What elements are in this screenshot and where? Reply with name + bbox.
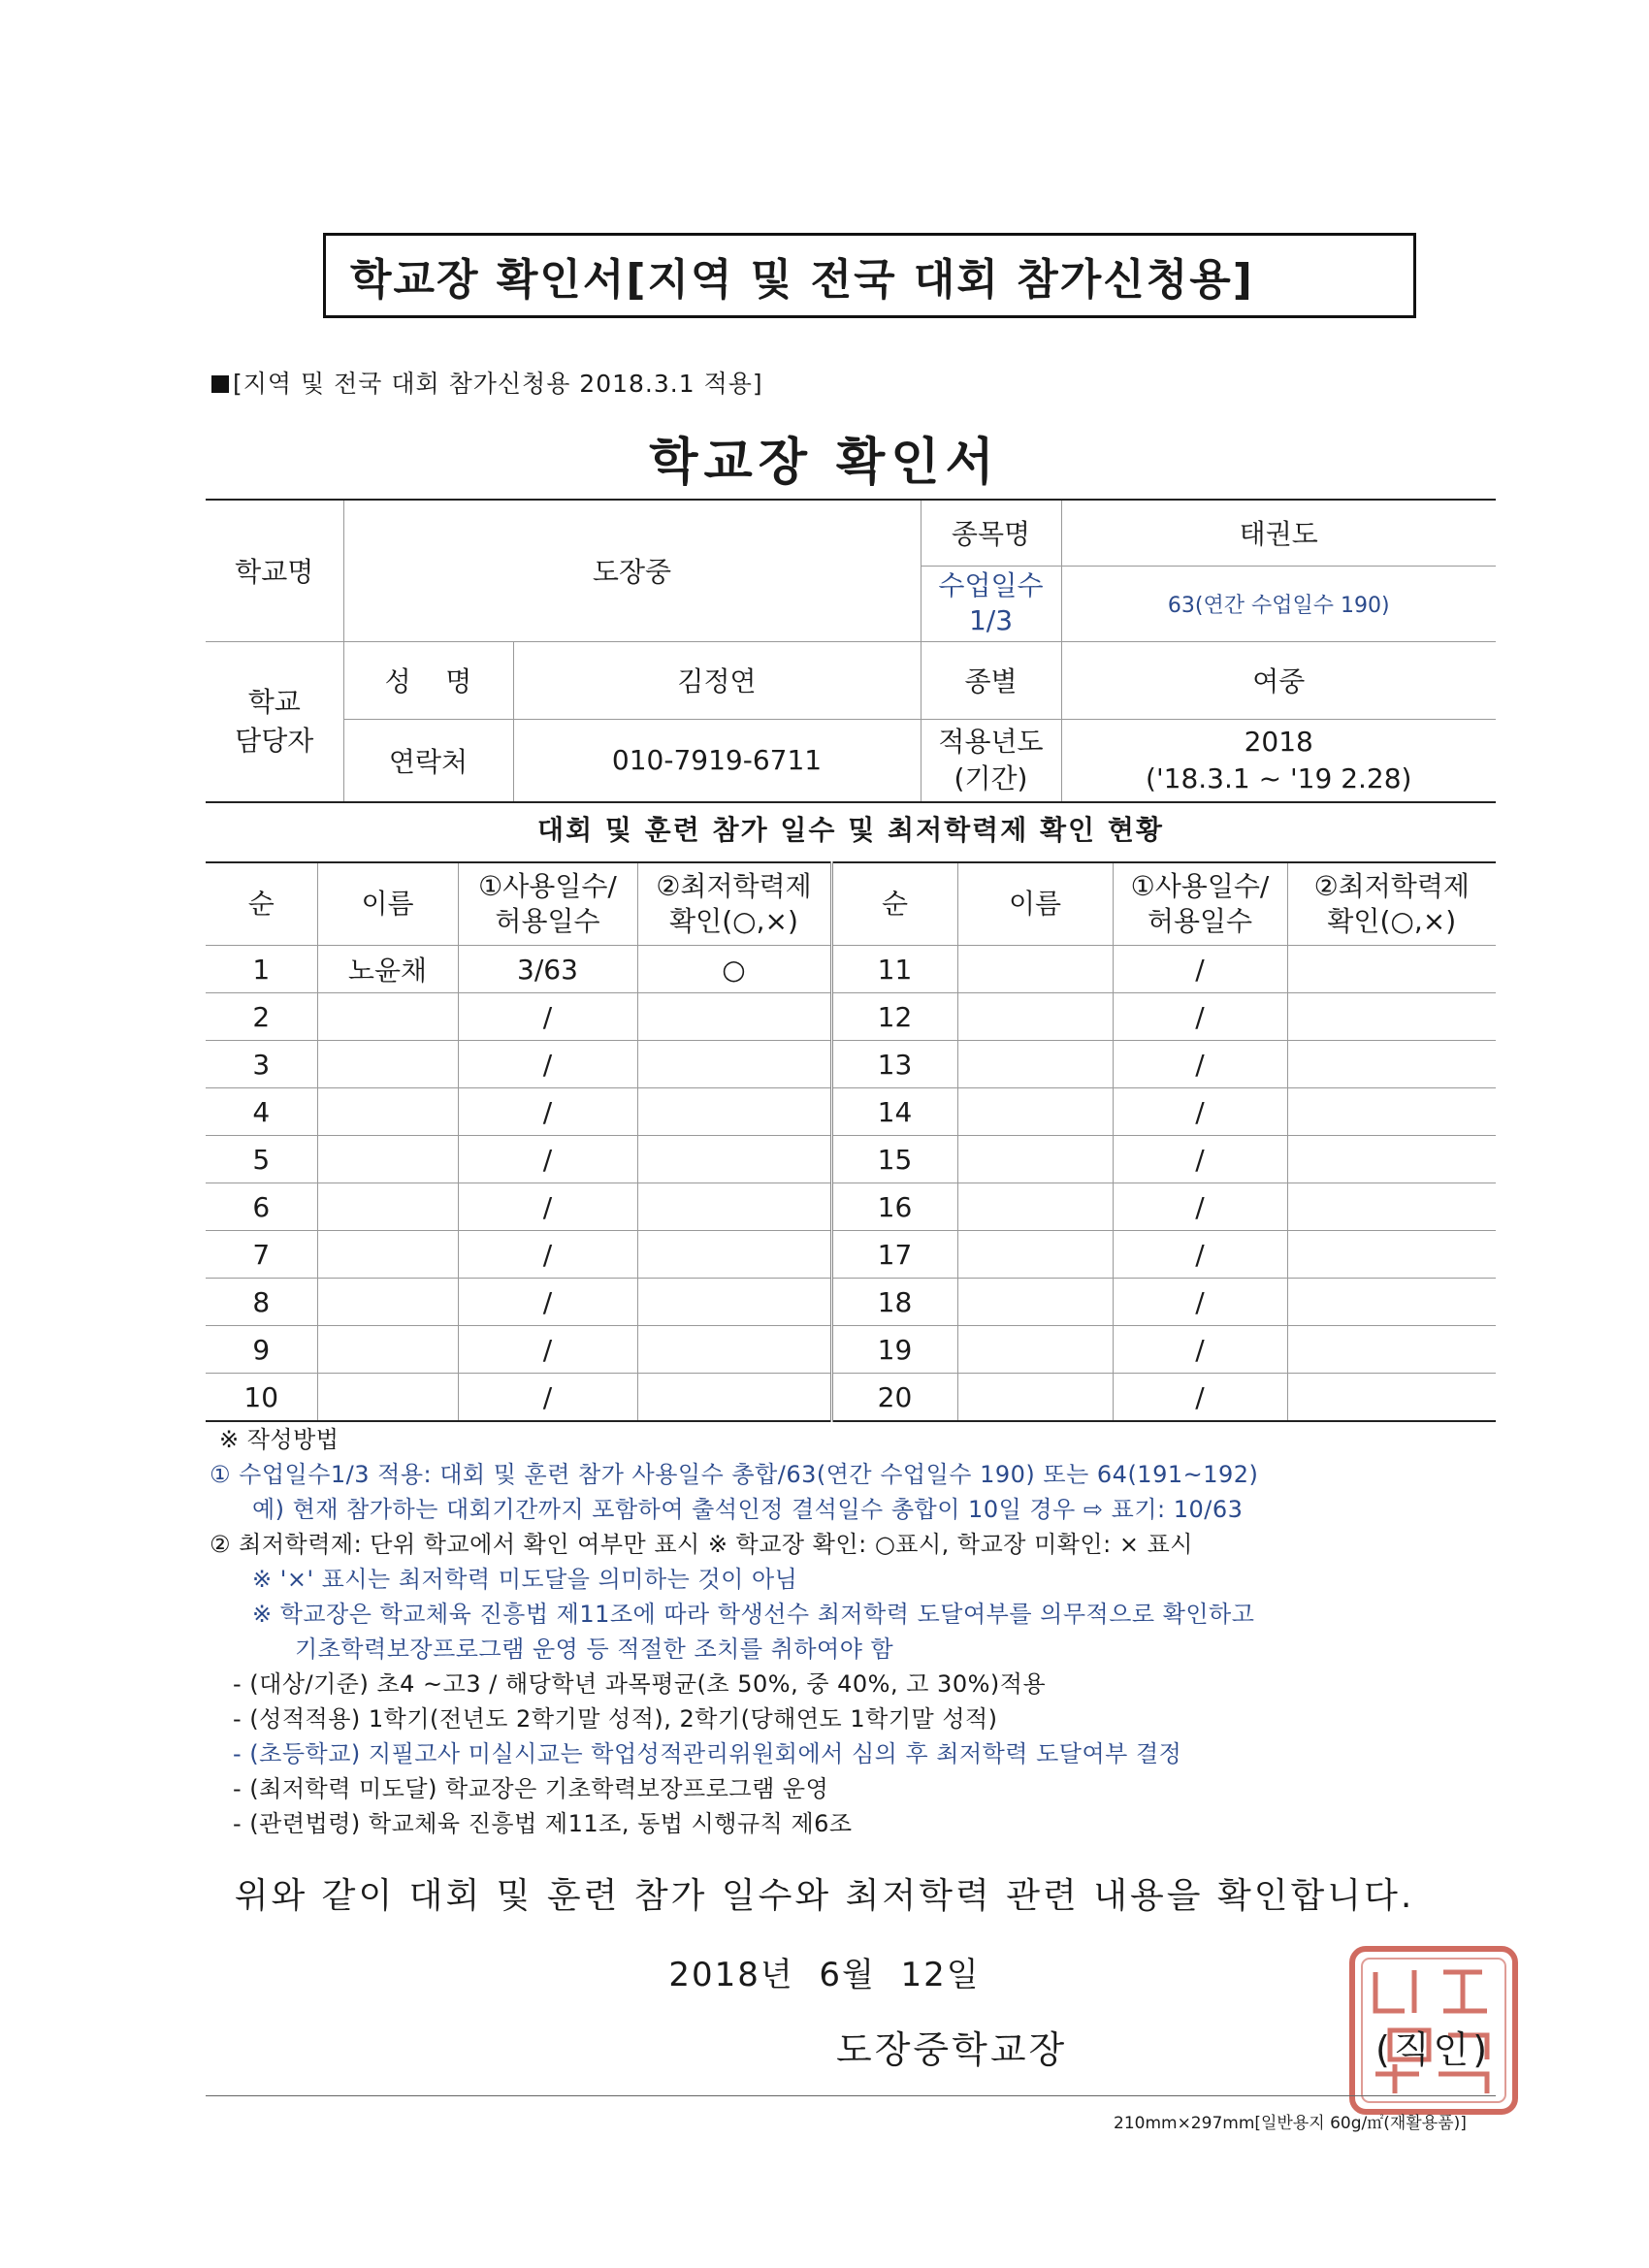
- row-no-left: 5: [206, 1136, 317, 1183]
- contact-value: 010-7919-6711: [513, 719, 921, 802]
- year-value: [1061, 719, 1496, 802]
- staff-label-1: 학교: [247, 685, 301, 718]
- row-no-right: 19: [831, 1326, 957, 1374]
- row-name-right: [957, 1183, 1113, 1231]
- header-days-right-2: 허용일수: [1147, 905, 1253, 937]
- row-check-right: [1287, 1279, 1496, 1326]
- school-label: 학교명: [206, 500, 343, 641]
- row-days-right: /: [1113, 993, 1287, 1041]
- row-check-left: [637, 1374, 831, 1422]
- row-no-left: 8: [206, 1279, 317, 1326]
- guide-line: ※ '×' 표시는 최저학력 미도달을 의미하는 것이 아님: [252, 1566, 798, 1593]
- row-no-left: 10: [206, 1374, 317, 1422]
- row-name-left: 노윤채: [317, 946, 458, 993]
- row-check-left: [637, 1326, 831, 1374]
- issue-date: 2018년 6월 12일: [668, 1956, 981, 1994]
- school-info-table: [206, 499, 1496, 803]
- row-check-right: [1287, 1326, 1496, 1374]
- row-check-left: [637, 1183, 831, 1231]
- sport-label: 종목명: [921, 500, 1061, 566]
- header-days-right: [1113, 862, 1287, 946]
- header-days-left-2: 허용일수: [495, 905, 600, 937]
- row-name-right: [957, 1279, 1113, 1326]
- staff-name-label: 성 명: [343, 641, 513, 719]
- box-title: 학교장 확인서[지역 및 전국 대회 참가신청용]: [323, 233, 1416, 318]
- row-name-right: [957, 1326, 1113, 1374]
- row-days-right: /: [1113, 1231, 1287, 1279]
- guide-line: - (초등학교) 지필고사 미실시교는 학업성적관리위원회에서 심의 후 최저학력 도달여부 결정: [233, 1740, 1182, 1767]
- row-days-left: /: [458, 1041, 637, 1088]
- header-check-left-2: 확인(○,×): [669, 905, 798, 937]
- guide-line: - (관련법령) 학교체육 진흥법 제11조, 동법 시행규칙 제6조: [233, 1810, 853, 1837]
- row-days-right: /: [1113, 946, 1287, 993]
- school-value: 도장중: [343, 500, 921, 641]
- row-check-right: [1287, 1183, 1496, 1231]
- row-days-right: /: [1113, 1136, 1287, 1183]
- row-check-left: [637, 1136, 831, 1183]
- row-days-left: /: [458, 1183, 637, 1231]
- row-no-left: 3: [206, 1041, 317, 1088]
- year-value-2: ('18.3.1 ~ '19 2.28): [1146, 761, 1412, 794]
- roster-table: [206, 861, 1496, 1422]
- official-seal-label: (직인): [1375, 2028, 1492, 2071]
- year-label-1: 적용년도: [938, 725, 1044, 758]
- row-check-left: ○: [637, 946, 831, 993]
- year-value-1: 2018: [1244, 725, 1313, 758]
- row-name-left: [317, 1088, 458, 1136]
- guide-line: ① 수업일수1/3 적용: 대회 및 훈련 참가 사용일수 총합/63(연간 수업일수 190) 또는 64(191~192): [210, 1461, 1259, 1488]
- row-no-left: 4: [206, 1088, 317, 1136]
- roster-header-row: [206, 862, 1496, 946]
- row-name-right: [957, 1136, 1113, 1183]
- writing-guide: [210, 1422, 1509, 1841]
- table-row: [206, 946, 1496, 993]
- row-check-right: [1287, 946, 1496, 993]
- row-days-right: /: [1113, 1088, 1287, 1136]
- row-name-right: [957, 1041, 1113, 1088]
- row-check-right: [1287, 1088, 1496, 1136]
- header-no-right: 순: [831, 862, 957, 946]
- staff-label: [206, 641, 343, 802]
- guide-line: 예) 현재 참가하는 대회기간까지 포함하여 출석인정 결석일수 총합이 10일 경우 ⇨ 표기: 10/63: [252, 1496, 1244, 1523]
- square-bullet-icon: [211, 375, 229, 393]
- row-check-left: [637, 1041, 831, 1088]
- row-no-right: 12: [831, 993, 957, 1041]
- category-label: 종별: [921, 641, 1061, 719]
- row-check-right: [1287, 993, 1496, 1041]
- row-no-right: 16: [831, 1183, 957, 1231]
- roster-body: [206, 946, 1496, 1422]
- bottom-rule: [206, 2095, 1496, 2096]
- principal-title: 도장중학교장: [836, 2028, 1068, 2071]
- row-days-left: /: [458, 1279, 637, 1326]
- row-no-right: 14: [831, 1088, 957, 1136]
- table-row: [206, 993, 1496, 1041]
- table-row: [206, 1231, 1496, 1279]
- category-value: 여중: [1061, 641, 1496, 719]
- row-check-left: [637, 993, 831, 1041]
- row-days-left: /: [458, 1374, 637, 1422]
- table-row: [206, 1279, 1496, 1326]
- paper-spec-note: 210mm×297mm[일반용지 60g/㎡(재활용품)]: [1114, 2114, 1467, 2133]
- row-days-left: /: [458, 1231, 637, 1279]
- guide-line: 기초학력보장프로그램 운영 등 적절한 조치를 취하여야 함: [295, 1636, 894, 1663]
- class-days-value: 63(연간 수업일수 190): [1061, 566, 1496, 641]
- table-row: [206, 1041, 1496, 1088]
- roster-section-title: 대회 및 훈련 참가 일수 및 최저학력제 확인 현황: [537, 814, 1164, 846]
- row-days-right: /: [1113, 1183, 1287, 1231]
- guide-line: ※ 작성방법: [219, 1426, 340, 1453]
- sport-value: 태권도: [1061, 500, 1496, 566]
- year-label-2: (기간): [954, 761, 1028, 794]
- header-days-right-1: ①사용일수/: [1130, 870, 1270, 902]
- header-days-left: [458, 862, 637, 946]
- confirmation-statement: 위와 같이 대회 및 훈련 참가 일수와 최저학력 관련 내용을 확인합니다.: [234, 1876, 1415, 1916]
- guide-line: ※ 학교장은 학교체육 진흥법 제11조에 따라 학생선수 최저학력 도달여부를 의무적으로 확인하고: [252, 1601, 1255, 1628]
- contact-label: 연락처: [343, 719, 513, 802]
- applied-note: [211, 365, 763, 400]
- row-name-right: [957, 1231, 1113, 1279]
- row-days-left: 3/63: [458, 946, 637, 993]
- row-name-left: [317, 1183, 458, 1231]
- row-days-left: /: [458, 1136, 637, 1183]
- row-check-left: [637, 1279, 831, 1326]
- row-name-left: [317, 993, 458, 1041]
- row-name-left: [317, 1231, 458, 1279]
- row-no-right: 18: [831, 1279, 957, 1326]
- guide-line: - (대상/기준) 초4 ~고3 / 해당학년 과목평균(초 50%, 중 40%, 고 30%)적용: [233, 1670, 1047, 1698]
- row-check-right: [1287, 1041, 1496, 1088]
- document-title: 학교장 확인서: [649, 434, 1000, 492]
- row-days-right: /: [1113, 1279, 1287, 1326]
- year-label: [921, 719, 1061, 802]
- row-days-left: /: [458, 1088, 637, 1136]
- row-no-right: 11: [831, 946, 957, 993]
- row-name-left: [317, 1279, 458, 1326]
- row-no-right: 17: [831, 1231, 957, 1279]
- row-name-right: [957, 993, 1113, 1041]
- row-name-left: [317, 1326, 458, 1374]
- row-name-left: [317, 1136, 458, 1183]
- class-days-label-1: 수업일수: [938, 569, 1044, 601]
- table-row: [206, 1183, 1496, 1231]
- guide-line: - (성적적용) 1학기(전년도 2학기말 성적), 2학기(당해연도 1학기말 성적): [233, 1705, 998, 1733]
- header-check-left: [637, 862, 831, 946]
- header-check-right-2: 확인(○,×): [1327, 905, 1457, 937]
- row-no-right: 20: [831, 1374, 957, 1422]
- row-days-right: /: [1113, 1041, 1287, 1088]
- staff-name-value: 김정연: [513, 641, 921, 719]
- guide-line: ② 최저학력제: 단위 학교에서 확인 여부만 표시 ※ 학교장 확인: ○표시, 학교장 미확인: × 표시: [210, 1531, 1193, 1558]
- row-days-right: /: [1113, 1326, 1287, 1374]
- row-name-right: [957, 946, 1113, 993]
- row-days-right: /: [1113, 1374, 1287, 1422]
- applied-note-text: [지역 및 전국 대회 참가신청용 2018.3.1 적용]: [233, 370, 763, 398]
- guide-line: - (최저학력 미도달) 학교장은 기초학력보장프로그램 운영: [233, 1775, 829, 1802]
- row-no-left: 6: [206, 1183, 317, 1231]
- row-no-left: 1: [206, 946, 317, 993]
- header-days-left-1: ①사용일수/: [478, 870, 617, 902]
- class-days-label-2: 1/3: [968, 604, 1014, 636]
- row-no-left: 7: [206, 1231, 317, 1279]
- row-name-right: [957, 1088, 1113, 1136]
- row-no-left: 9: [206, 1326, 317, 1374]
- header-check-left-1: ②최저학력제: [656, 870, 812, 902]
- table-row: [206, 1136, 1496, 1183]
- row-name-right: [957, 1374, 1113, 1422]
- table-row: [206, 1326, 1496, 1374]
- row-check-right: [1287, 1231, 1496, 1279]
- header-no-left: 순: [206, 862, 317, 946]
- row-check-left: [637, 1231, 831, 1279]
- table-row: [206, 1374, 1496, 1422]
- row-check-right: [1287, 1136, 1496, 1183]
- header-name-right: 이름: [957, 862, 1113, 946]
- row-no-right: 15: [831, 1136, 957, 1183]
- staff-label-2: 담당자: [235, 724, 314, 757]
- header-name-left: 이름: [317, 862, 458, 946]
- row-days-left: /: [458, 1326, 637, 1374]
- header-check-right: [1287, 862, 1496, 946]
- row-no-left: 2: [206, 993, 317, 1041]
- row-name-left: [317, 1374, 458, 1422]
- class-days-label: [921, 566, 1061, 641]
- row-check-left: [637, 1088, 831, 1136]
- row-name-left: [317, 1041, 458, 1088]
- row-no-right: 13: [831, 1041, 957, 1088]
- table-row: [206, 1088, 1496, 1136]
- header-check-right-1: ②최저학력제: [1313, 870, 1470, 902]
- row-check-right: [1287, 1374, 1496, 1422]
- row-days-left: /: [458, 993, 637, 1041]
